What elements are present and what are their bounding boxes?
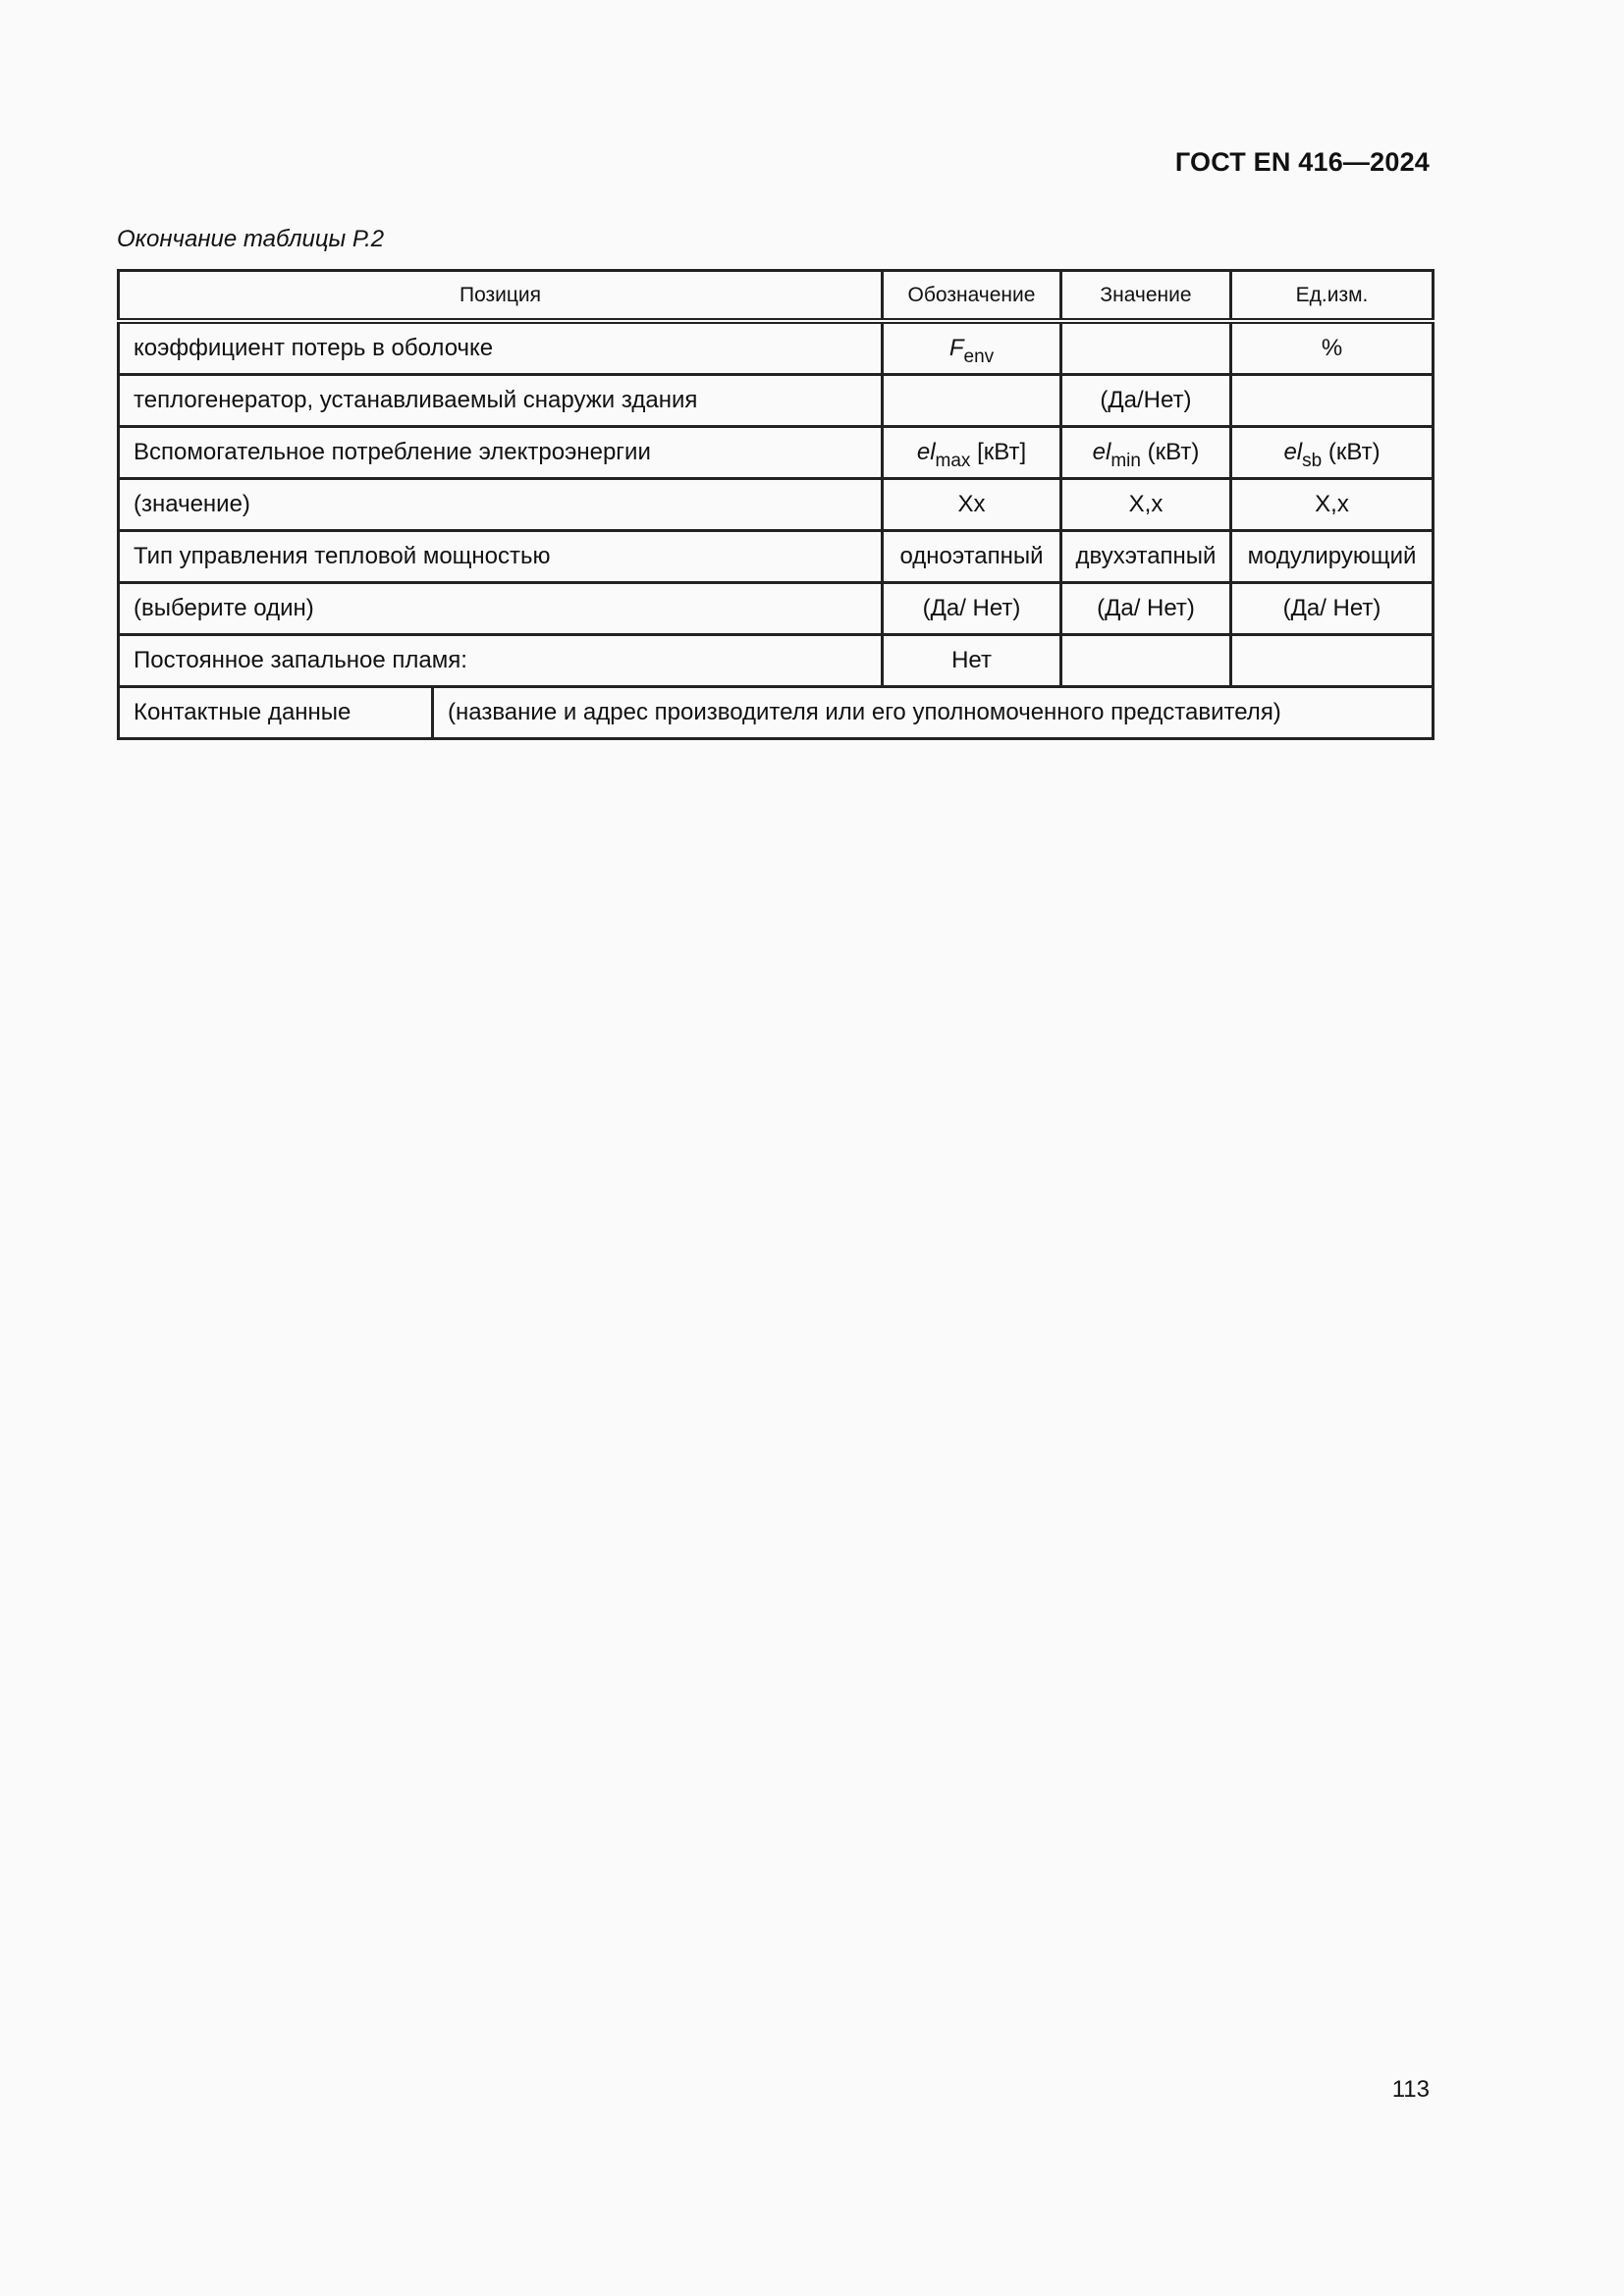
symbol-main: el <box>1283 439 1303 465</box>
symbol-subscript: max <box>935 451 971 471</box>
cell-unit: модулирующий <box>1231 531 1434 583</box>
table-row <box>119 427 1434 479</box>
table-caption: Окончание таблицы Р.2 <box>117 226 385 252</box>
symbol-subscript: env <box>963 347 995 367</box>
contact-label: Контактные данные <box>119 687 433 739</box>
table-row <box>119 479 1434 531</box>
symbol-unit: (кВт) <box>1322 439 1380 465</box>
symbol-main: el <box>1092 439 1111 465</box>
cell-value <box>1061 427 1231 479</box>
symbol-subscript: sb <box>1302 451 1323 471</box>
specification-table <box>117 269 1435 740</box>
symbol-main: el <box>916 439 936 465</box>
cell-unit: X,x <box>1231 479 1434 531</box>
cell-position: Вспомогательное потребление электроэнергии <box>119 427 883 479</box>
cell-unit: (Да/ Нет) <box>1231 583 1434 635</box>
cell-position: Постоянное запальное пламя: <box>119 635 883 687</box>
header-value: Значение <box>1061 271 1231 322</box>
symbol-unit: (кВт) <box>1140 439 1200 465</box>
cell-designation <box>883 375 1061 427</box>
cell-designation <box>883 321 1061 375</box>
table-row <box>119 583 1434 635</box>
cell-position: коэффициент потерь в оболочке <box>119 321 883 375</box>
cell-value: (Да/Нет) <box>1061 375 1231 427</box>
contact-row <box>119 687 1434 739</box>
table-row <box>119 321 1434 375</box>
symbol-subscript: min <box>1110 451 1141 471</box>
cell-designation: одноэтапный <box>883 531 1061 583</box>
cell-unit <box>1231 635 1434 687</box>
cell-position: теплогенератор, устанавливаемый снаружи здания <box>119 375 883 427</box>
cell-value <box>1061 321 1231 375</box>
cell-position: Тип управления тепловой мощностью <box>119 531 883 583</box>
table-row <box>119 531 1434 583</box>
table-row <box>119 375 1434 427</box>
cell-designation: (Да/ Нет) <box>883 583 1061 635</box>
cell-designation: Нет <box>883 635 1061 687</box>
page-number: 113 <box>1391 2076 1430 2103</box>
cell-value <box>1061 635 1231 687</box>
cell-unit <box>1231 375 1434 427</box>
cell-value: двухэтапный <box>1061 531 1231 583</box>
header-unit: Ед.изм. <box>1231 271 1434 322</box>
table-header-row <box>119 271 1434 322</box>
cell-designation: Xx <box>883 479 1061 531</box>
symbol-unit: [кВт] <box>970 439 1027 465</box>
cell-designation <box>883 427 1061 479</box>
cell-unit <box>1231 427 1434 479</box>
contact-value: (название и адрес производителя или его уполномоченного представителя) <box>433 687 1434 739</box>
header-designation: Обозначение <box>883 271 1061 322</box>
cell-unit: % <box>1231 321 1434 375</box>
symbol-main: F <box>948 335 964 361</box>
table-row <box>119 635 1434 687</box>
cell-position: (значение) <box>119 479 883 531</box>
cell-value: X,x <box>1061 479 1231 531</box>
cell-position: (выберите один) <box>119 583 883 635</box>
document-code: ГОСТ EN 416—2024 <box>1174 147 1430 177</box>
cell-value: (Да/ Нет) <box>1061 583 1231 635</box>
header-position: Позиция <box>119 271 883 322</box>
